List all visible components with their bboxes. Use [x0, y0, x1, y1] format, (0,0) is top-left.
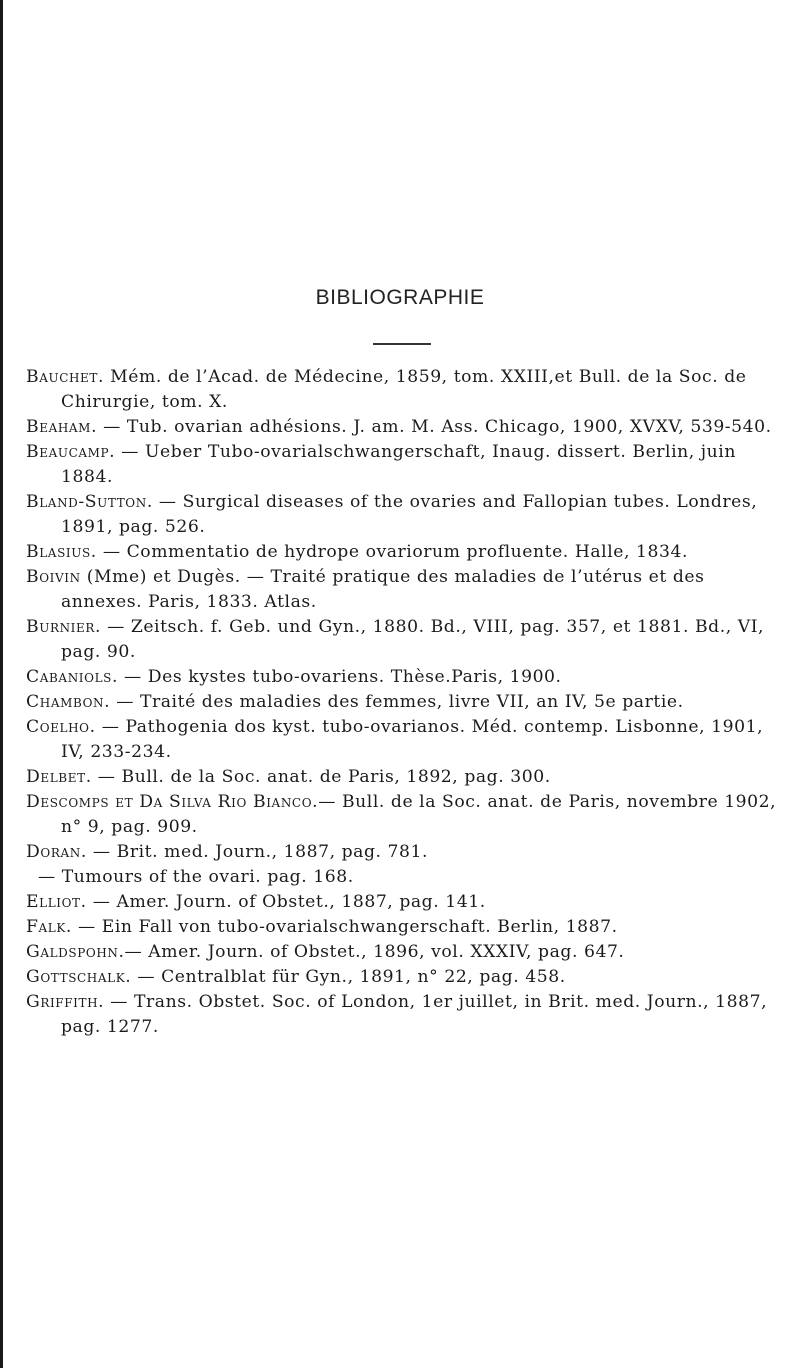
entry-author: Doran. [26, 842, 87, 862]
bibliography-entry [26, 990, 781, 1040]
entry-text: — Centralblat für Gyn., 1891, n° 22, pag. 458. [131, 967, 566, 987]
bibliography-entry [26, 840, 781, 865]
entry-author: Delbet. [26, 767, 92, 787]
entry-text: — Zeitsch. f. Geb. und Gyn., 1880. Bd., VIII, pag. 357, et 1881. Bd., VI, pag. 90. [61, 617, 765, 662]
bibliography-entry [26, 365, 781, 415]
entry-text: — Commentatio de hydrope ovariorum profluente. Halle, 1834. [96, 542, 688, 562]
bibliography-entry [26, 690, 781, 715]
entry-text: — Amer. Journ. of Obstet., 1887, pag. 141. [86, 892, 486, 912]
bibliography-entry [26, 940, 781, 965]
entry-author: Griffith. [26, 992, 105, 1012]
bibliography-entry [26, 765, 781, 790]
entry-text: — Ueber Tubo-ovarialschwangerschaft, Inaug. dissert. Berlin, juin 1884. [61, 442, 736, 487]
entry-text: Mém. de l’Acad. de Médecine, 1859, tom. XXIII,et Bull. de la Soc. de Chirurgie, tom. X. [61, 367, 747, 412]
entry-author: Boivin [26, 567, 81, 587]
entry-author: Galdspohn. [26, 942, 125, 962]
entry-author: Bland-Sutton. [26, 492, 153, 512]
entry-text: — Tub. ovarian adhésions. J. am. M. Ass. Chicago, 1900, XVXV, 539-540. [97, 417, 772, 437]
entry-text: — Ein Fall von tubo-ovarialschwangerschaft. Berlin, 1887. [72, 917, 618, 937]
entry-author: Coelho. [26, 717, 96, 737]
bibliography-entry [26, 865, 781, 890]
page-left-edge [0, 0, 3, 1368]
bibliography-entry [26, 440, 781, 490]
entry-author: Burnier. [26, 617, 102, 637]
entry-text: — Trans. Obstet. Soc. of London, 1er juillet, in Brit. med. Journ., 1887, pag. 1277. [61, 992, 768, 1037]
entry-author: Gottschalk. [26, 967, 132, 987]
entry-author: Beaham. [26, 417, 98, 437]
entry-text: (Mme) et Dugès. — Traité pratique des maladies de l’utérus et des annexes. Paris, 1833. Atlas. [61, 567, 705, 612]
bibliography-entry [26, 665, 781, 690]
entry-text: — Traité des maladies des femmes, livre VII, an IV, 5e partie. [110, 692, 684, 712]
bibliography-entry [26, 540, 781, 565]
bibliography-entry [26, 615, 781, 665]
title-divider [373, 343, 431, 345]
bibliography-list [26, 365, 781, 1040]
bibliography-entry [26, 965, 781, 990]
entry-author: Chambon. [26, 692, 111, 712]
entry-text: — Des kystes tubo-ovariens. Thèse.Paris, 1900. [118, 667, 562, 687]
bibliography-entry [26, 565, 781, 615]
entry-author: Descomps et Da Silva Rio Bianco. [26, 792, 319, 812]
entry-author: Elliot. [26, 892, 87, 912]
bibliography-entry [26, 415, 781, 440]
entry-text: — Bull. de la Soc. anat. de Paris, novembre 1902, n° 9, pag. 909. [61, 792, 777, 837]
entry-author: Blasius. [26, 542, 97, 562]
bibliography-entry [26, 490, 781, 540]
entry-text: — Amer. Journ. of Obstet., 1896, vol. XXXIV, pag. 647. [124, 942, 625, 962]
entry-text: — Tumours of the ovari. pag. 168. [38, 867, 354, 887]
entry-text: — Surgical diseases of the ovaries and Fallopian tubes. Londres, 1891, pag. 526. [61, 492, 758, 537]
entry-author: Beaucamp. [26, 442, 116, 462]
entry-author: Bauchet. [26, 367, 105, 387]
bibliography-entry [26, 915, 781, 940]
page-title: BIBLIOGRAPHIE [315, 286, 485, 309]
entry-author: Falk. [26, 917, 72, 937]
bibliography-entry [26, 890, 781, 915]
entry-text: — Pathogenia dos kyst. tubo-ovarianos. Méd. contemp. Lisbonne, 1901, IV, 233-234. [61, 717, 764, 762]
entry-author: Cabaniols. [26, 667, 119, 687]
entry-text: — Brit. med. Journ., 1887, pag. 781. [86, 842, 429, 862]
bibliography-entry [26, 715, 781, 765]
bibliography-entry [26, 790, 781, 840]
entry-text: — Bull. de la Soc. anat. de Paris, 1892, pag. 300. [91, 767, 551, 787]
